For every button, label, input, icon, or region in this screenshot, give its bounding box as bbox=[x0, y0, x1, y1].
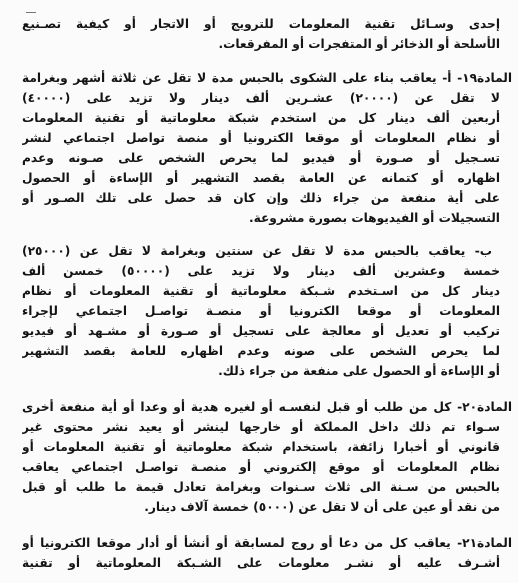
text-line: من نقد أو عين على أن لا تقل عن (٥٠٠٠) خمسة آلاف دينار. bbox=[144, 500, 500, 514]
text-line: خمسة وعشرين ألف دينار ولا تزيد على (٥٠٠٠٠) خمسن ألف bbox=[22, 264, 500, 278]
text-line: أشـرف عليه أو نشـر معلومات على الشـبكة المعلوماتية أو تقنية bbox=[22, 556, 500, 570]
text-line: على أية منفعة من جراء ذلك وإن كان قد حصل على تلك الصـور أو bbox=[22, 191, 500, 205]
text-line: لا تقل عن (٢٠٠٠٠) عشـرين ألف دينار ولا تزيد على (٤٠٠٠٠) bbox=[22, 91, 500, 105]
text-line: لما يحرص الشخص على صونه وعدم اظهاره للعامة بقصد التشهير bbox=[22, 344, 500, 358]
text-line: التسجيلات أو الفيديوهات بصورة مشروعة. bbox=[248, 211, 500, 225]
text-line: تركيب أو تعديل أو معالجة على تسجيل أو صـورة أو مشـهد أو فيديو bbox=[22, 324, 500, 338]
text-line: دينار كل من اسـتخدم شـبكة معلوماتية أو تقنية المعلومات أو نظام bbox=[22, 284, 500, 298]
text-line: إحدى وسـائل تقنية المعلومات للترويج أو الاتجار أو كيفية تصـنيع bbox=[22, 17, 500, 31]
text-line: تسـجيل أو صـورة أو فيديو لما يحرص الشخص على صـونه وعدم bbox=[22, 151, 500, 165]
text-line: المعلومات أو موقعا الكترونيا أو منصـة تواصـل اجتماعي لإجراء bbox=[22, 304, 500, 318]
corner-mark bbox=[26, 12, 36, 13]
text-line: بالحبس من سـنة الى ثلاث سـنوات وبغرامة تعادل قيمة ما طلب أو قبل bbox=[22, 480, 500, 494]
article-20-heading-line: المادة٢٠- كل من طلب أو قبل لنفسـه أو لغيره هدية أو وعدا أو أية منفعة أخرى bbox=[22, 400, 512, 414]
text-line: أربعين ألف دينار كل من استخدم شبكة معلوماتية أو تقنية المعلومات bbox=[22, 111, 500, 125]
text-line: سـواء تم ذلك داخل المملكة أو خارجها لينشر أو يعيد نشر محتوى غير bbox=[22, 420, 500, 434]
text-line: قانوني أو أخبارا زائفة، باستخدام شبكة معلوماتية أو تقنية المعلومات أو bbox=[22, 440, 500, 454]
text-line: أو نظام المعلومات أو موقعا الكترونيا أو منصة تواصل اجتماعي لنشر bbox=[22, 131, 500, 145]
text-line: نظام المعلومات أو موقع إلكتروني أو منصـة تواصـل اجتماعي يعاقب bbox=[22, 460, 500, 474]
text-line: الأسلحة أو الذخائر أو المتفجرات أو المفرقعات. bbox=[218, 37, 500, 51]
article-19-b-line: ب- يعاقب بالحبس مدة لا تقل عن سنتين وبغرامة لا تقل عن (٢٥٠٠٠) bbox=[22, 244, 492, 258]
article-19-heading-line: المادة١٩- أ- يعاقب بناء على الشكوى بالحبس مدة لا تقل عن ثلاثة أشهر وبغرامة bbox=[22, 71, 512, 85]
article-21-heading-line: المادة٢١- يعاقب كل من دعا أو روج لمسابقة أو أنشأ أو أدار موقعا الكترونيا أو bbox=[22, 536, 512, 550]
text-line: أو الإساءة أو الحصول على منفعة من جراء ذلك. bbox=[218, 364, 500, 378]
text-line: اظهاره أو كتمانه عن العامة بقصد التشهير أو الإساءة أو الحصول bbox=[22, 171, 500, 185]
